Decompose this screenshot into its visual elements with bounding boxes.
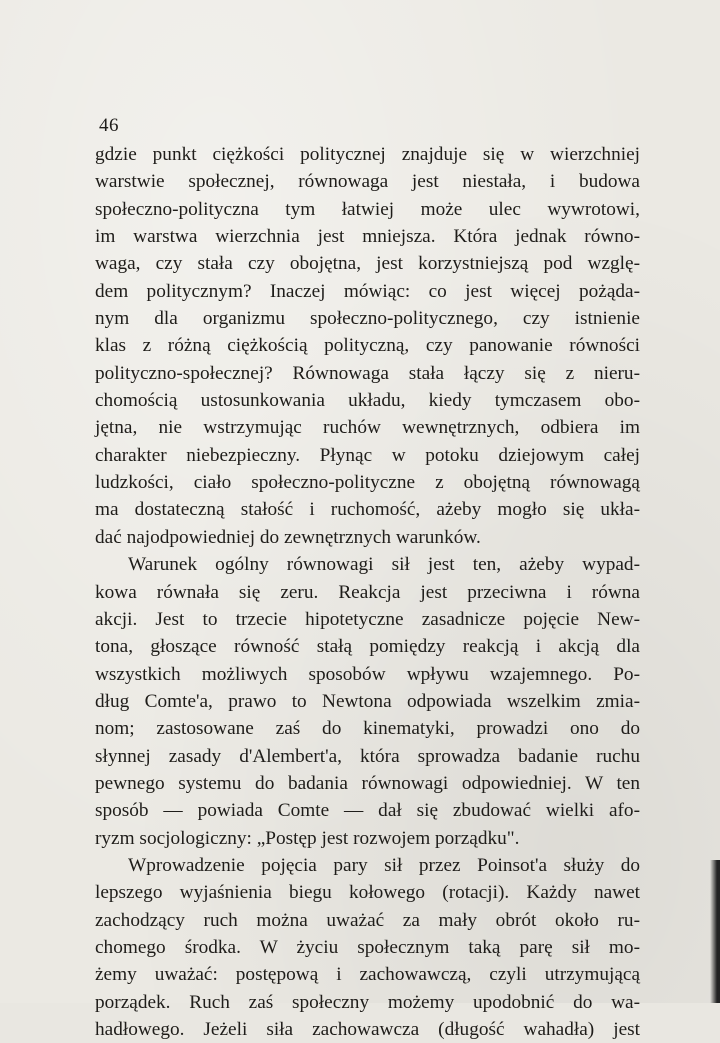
text-line: warstwie społecznej, równowaga jest niestała, i budowa — [95, 171, 640, 193]
text-line: waga, czy stała czy obojętna, jest korzystniejszą pod wzglę- — [95, 253, 640, 275]
text-line: nym dla organizmu społeczno-politycznego, czy istnienie — [95, 308, 640, 330]
text-line: akcji. Jest to trzecie hipotetyczne zasadnicze pojęcie New- — [95, 608, 640, 630]
text-line: słynnej zasady d'Alembert'a, która sprowadza badanie ruchu — [95, 745, 640, 767]
text-line: tona, głoszące równość stałą pomiędzy reakcją i akcją dla — [95, 636, 640, 658]
page-number: 46 — [99, 115, 119, 136]
text-line: lepszego wyjaśnienia biegu kołowego (rotacji). Każdy nawet — [95, 882, 640, 904]
text-line: kowa równała się zeru. Reakcja jest przeciwna i równa — [95, 581, 640, 603]
text-line: porządek. Ruch zaś społeczny możemy upodobnić do wa- — [95, 991, 640, 1013]
text-line: Wprowadzenie pojęcia pary sił przez Poinsot'a służy do — [128, 854, 640, 876]
text-line: dać najodpowiedniej do zewnętrznych warunków. — [95, 526, 481, 548]
text-line: żemy uważać: postępową i zachowawczą, czyli utrzymującą — [95, 964, 640, 986]
text-line: zachodzący ruch można uważać za mały obrót około ru- — [95, 909, 640, 931]
text-line: Warunek ogólny równowagi sił jest ten, ażeby wypad- — [128, 554, 640, 576]
body-text — [95, 141, 640, 1043]
text-line: im warstwa wierzchnia jest mniejsza. Która jednak równo- — [95, 226, 640, 248]
text-line: klas z różną ciężkością polityczną, czy panowanie równości — [95, 335, 640, 357]
page-edge-shadow — [710, 860, 720, 1003]
text-line: społeczno-polityczna tym łatwiej może ulec wywrotowi, — [95, 198, 640, 220]
text-line: pewnego systemu do badania równowagi odpowiedniej. W ten — [95, 772, 640, 794]
text-line: jętna, nie wstrzymując ruchów wewnętrznych, odbiera im — [95, 417, 640, 439]
text-line: dług Comte'a, prawo to Newtona odpowiada wszelkim zmia- — [95, 690, 640, 712]
text-line: ryzm socjologiczny: „Postęp jest rozwojem porządku". — [95, 827, 520, 849]
text-line: chomego środka. W życiu społecznym taką parę sił mo- — [95, 936, 640, 958]
text-line: polityczno-społecznej? Równowaga stała łączy się z nieru- — [95, 362, 640, 384]
text-line: nom; zastosowane zaś do kinematyki, prowadzi ono do — [95, 718, 640, 740]
text-line: gdzie punkt ciężkości politycznej znajduje się w wierzchniej — [95, 144, 640, 165]
text-line: ma dostateczną stałość i ruchomość, ażeby mogło się ukła- — [95, 499, 640, 521]
text-line: sposób — powiada Comte — dał się zbudować wielki afo- — [95, 800, 640, 822]
text-line: ludzkości, ciało społeczno-polityczne z obojętną równowagą — [95, 472, 640, 494]
text-line: charakter niebezpieczny. Płynąc w potoku dziejowym całej — [95, 444, 640, 466]
text-line: wszystkich możliwych sposobów wpływu wzajemnego. Po- — [95, 663, 640, 685]
text-line: hadłowego. Jeżeli siła zachowawcza (długość wahadła) jest — [95, 1019, 640, 1040]
text-line: dem politycznym? Inaczej mówiąc: co jest więcej pożąda- — [95, 280, 640, 302]
text-line: chomością ustosunkowania układu, kiedy tymczasem obo- — [95, 390, 640, 412]
